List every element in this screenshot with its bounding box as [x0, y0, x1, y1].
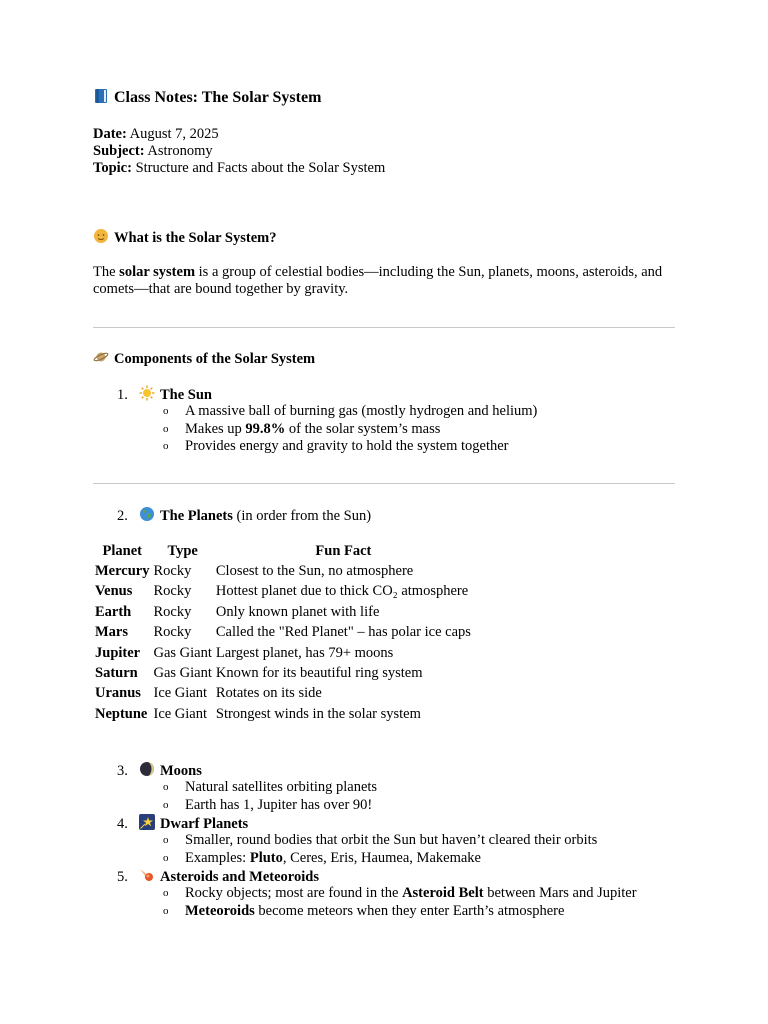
bullet-text: , Ceres, Eris, Haumea, Makemake: [282, 849, 481, 866]
dwarf-bullets: [163, 832, 597, 867]
section-heading-text: What is the Solar System?: [114, 230, 277, 246]
subject-label: Subject:: [93, 143, 145, 159]
meta-topic: [93, 160, 385, 177]
planet-cell: Uranus: [95, 685, 141, 702]
asteroids-bullets: [163, 885, 637, 920]
fact-cell: Strongest winds in the solar system: [215, 705, 421, 722]
bullet-text: A massive ball of burning gas (mostly hydrogen and helium): [185, 403, 538, 419]
list-number: 1.: [117, 387, 128, 403]
planet-cell: Venus: [95, 583, 133, 600]
sun-face-icon: [93, 228, 109, 244]
list-item-label: Asteroids and Meteoroids: [160, 869, 319, 885]
bullet-marker: o: [163, 851, 169, 864]
list-item-sun: [117, 385, 212, 404]
planet-cell: Earth: [95, 603, 132, 620]
table-row: [93, 623, 473, 643]
planet-cell: Mercury: [95, 563, 150, 580]
para-text: is a group of celestial bodies—including the Sun, planets, moons, asteroids, and comets—that are bound together by gravity.: [93, 264, 663, 297]
type-cell: Ice Giant: [153, 685, 208, 702]
type-cell: Gas Giant: [153, 644, 212, 661]
sun-bullets: [163, 403, 537, 456]
sun-icon: [139, 385, 155, 401]
type-cell: Rocky: [153, 624, 192, 641]
type-cell: Gas Giant: [153, 665, 212, 682]
intro-paragraph: [93, 264, 677, 298]
list-item-dwarf-planets: [117, 814, 248, 833]
list-number: 3.: [117, 763, 128, 779]
bullet-item: [163, 850, 597, 868]
bullet-item: [163, 421, 537, 439]
table-row: [93, 602, 473, 622]
book-icon: [93, 88, 109, 104]
page-title: [93, 88, 321, 106]
table-header-row: [93, 541, 473, 561]
column-header: Type: [167, 542, 198, 559]
table-row: [93, 704, 473, 724]
bullet-text: Provides energy and gravity to hold the system together: [185, 438, 509, 454]
type-cell: Rocky: [153, 603, 192, 620]
table-row: [93, 643, 473, 663]
para-text: The: [93, 264, 120, 280]
column-header: Fun Fact: [315, 542, 372, 559]
meta-subject: [93, 143, 385, 160]
bullet-text: between Mars and Jupiter: [483, 885, 637, 901]
bullet-item: [163, 797, 377, 815]
bullet-text: Makes up: [185, 420, 246, 437]
table-row: [93, 663, 473, 683]
fact-cell: Hottest planet due to thick CO₂ atmosphere: [215, 583, 469, 600]
bullet-marker: o: [163, 405, 169, 417]
bullet-marker: o: [163, 798, 169, 811]
section-heading-what-is: [93, 228, 276, 247]
planet-cell: Mars: [95, 624, 129, 641]
bullet-text: Rocky objects; most are found in the: [185, 885, 403, 901]
meta-date: [93, 126, 385, 143]
list-number: 4.: [117, 816, 128, 832]
topic-label: Topic:: [93, 160, 132, 176]
bullet-item: [163, 438, 537, 456]
bullet-bold: Meteoroids: [185, 902, 255, 919]
date-value: August 7, 2025: [126, 126, 219, 142]
type-cell: Rocky: [153, 563, 192, 580]
topic-value: Structure and Facts about the Solar System: [131, 160, 386, 176]
section-heading-components: [93, 349, 315, 368]
list-item-label: Moons: [160, 763, 202, 779]
bullet-bold: Asteroid Belt: [402, 885, 484, 901]
shooting-star-icon: [139, 814, 155, 830]
bullet-text: Examples:: [185, 849, 250, 866]
list-item-label: The Sun: [160, 387, 212, 403]
fact-cell: Closest to the Sun, no atmosphere: [215, 563, 414, 580]
list-item-asteroids: [117, 867, 319, 886]
type-cell: Ice Giant: [153, 705, 208, 722]
moons-bullets: [163, 779, 377, 814]
column-header: Planet: [102, 542, 142, 559]
list-item-label: Dwarf Planets: [160, 816, 249, 832]
bullet-marker: o: [163, 781, 169, 793]
ringed-planet-icon: [93, 349, 109, 365]
fact-cell: Largest planet, has 79+ moons: [215, 644, 394, 661]
para-bold: solar system: [119, 264, 196, 280]
bullet-text: Earth has 1, Jupiter has over 90!: [185, 796, 373, 813]
bullet-item: [163, 403, 537, 421]
table-row: [93, 582, 473, 602]
date-label: Date:: [93, 126, 127, 142]
comet-icon: [139, 867, 155, 883]
divider: [93, 327, 675, 328]
bullet-item: [163, 885, 637, 903]
title-text: Class Notes: The Solar System: [114, 89, 322, 106]
bullet-text: of the solar system’s mass: [285, 420, 441, 437]
bullet-item: [163, 903, 637, 921]
bullet-text: Smaller, round bodies that orbit the Sun but haven’t cleared their orbits: [185, 832, 598, 848]
list-item-moons: [117, 761, 202, 780]
moon-icon: [139, 761, 155, 777]
planet-cell: Saturn: [95, 665, 138, 682]
fact-cell: Only known planet with life: [215, 603, 380, 620]
bullet-marker: o: [163, 834, 169, 846]
list-number: 5.: [117, 869, 128, 885]
planet-cell: Neptune: [95, 705, 148, 722]
fact-cell: Rotates on its side: [215, 685, 322, 702]
table-row: [93, 684, 473, 704]
globe-icon: [139, 506, 155, 522]
bullet-marker: o: [163, 887, 169, 899]
bullet-marker: o: [163, 904, 169, 917]
bullet-bold: Pluto: [249, 849, 283, 866]
list-item-label: The Planets: [160, 508, 233, 524]
type-cell: Rocky: [153, 583, 192, 600]
bullet-text: Natural satellites orbiting planets: [185, 779, 378, 795]
bullet-bold: 99.8%: [245, 420, 286, 437]
bullet-item: [163, 832, 597, 850]
bullet-item: [163, 779, 377, 797]
subject-value: Astronomy: [144, 143, 213, 159]
planet-cell: Jupiter: [95, 644, 141, 661]
fact-cell: Known for its beautiful ring system: [215, 665, 423, 682]
bullet-text: become meteors when they enter Earth’s atmosphere: [254, 902, 565, 919]
table-row: [93, 561, 473, 581]
section-heading-text: Components of the Solar System: [114, 351, 316, 367]
list-item-suffix: (in order from the Sun): [232, 508, 372, 524]
fact-cell: Called the "Red Planet" – has polar ice caps: [215, 624, 471, 641]
bullet-marker: o: [163, 422, 169, 435]
divider: [93, 483, 675, 484]
list-item-planets: [117, 506, 371, 525]
list-number: 2.: [117, 508, 128, 524]
bullet-marker: o: [163, 440, 169, 452]
meta-block: [93, 126, 385, 177]
planets-table: [93, 541, 473, 725]
